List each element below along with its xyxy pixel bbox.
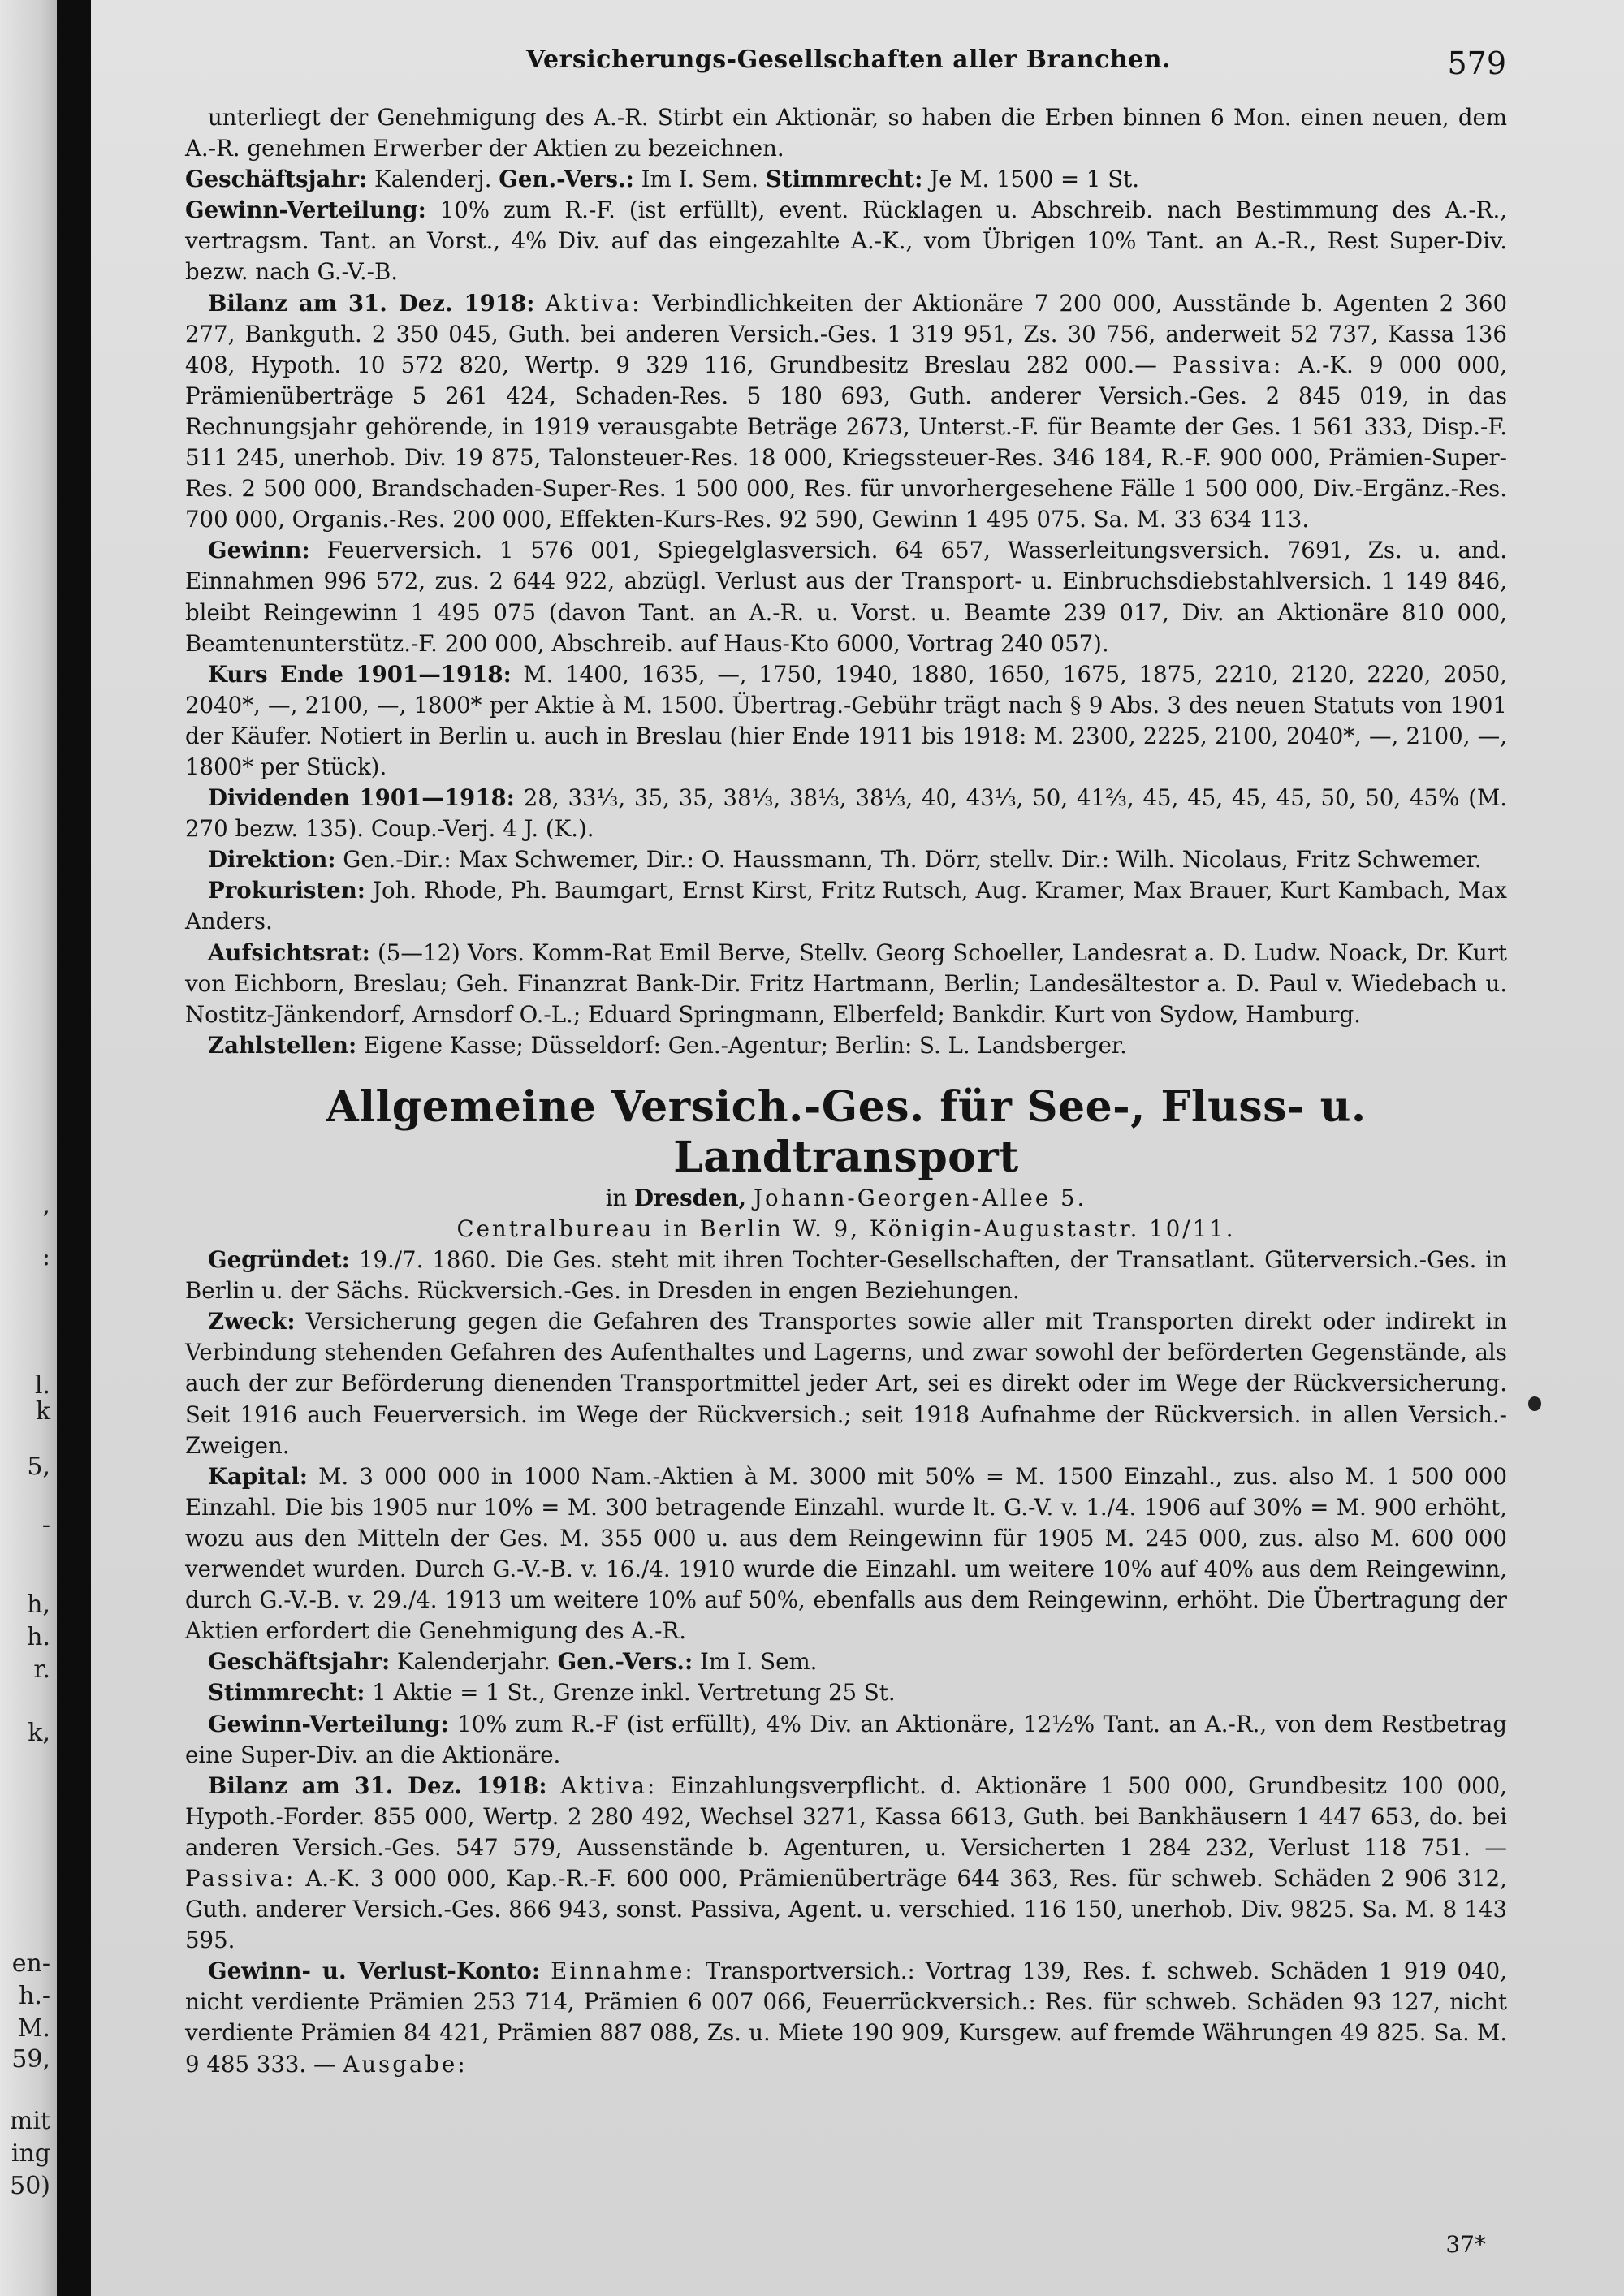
entry-label: Bilanz am 31. Dez. 1918: <box>208 289 535 317</box>
entry-gewinn-1 <box>185 535 1507 658</box>
page-number: 579 <box>1447 45 1506 81</box>
entry-label: Aufsichtsrat: <box>208 939 370 966</box>
entry-stimmrecht-2 <box>185 1677 1507 1708</box>
entry-text: Je M. 1500 = 1 St. <box>930 166 1140 193</box>
entry-aufsichtsrat-1 <box>185 938 1507 1030</box>
gutter-fragment: h, <box>27 1590 50 1619</box>
gutter-fragment: : <box>41 1243 50 1271</box>
aktiva-label: Aktiva: <box>545 289 642 317</box>
entry-text: Verbindlichkeiten der Aktionäre 7 200 000, Ausstände b. Agenten 2 360 277, Bankguth. 2 350 045, Guth. bei anderen Versich.-Ges. 1 319 951, Zs. 30 756, anderweit 52 737, Kassa 136 408, Hypoth. 10 572 820, Wertp. 9 329 116, Grundbesitz Breslau 282 000.— <box>185 289 1507 378</box>
entry-text: Kalenderjahr. <box>396 1648 551 1676</box>
entry-label: Geschäftsjahr: <box>208 1648 391 1676</box>
entry-label: Gen.-Vers.: <box>557 1648 693 1676</box>
entry-label: Gewinn-Verteilung: <box>208 1710 449 1737</box>
location-prefix: in <box>605 1184 628 1211</box>
entry-text: A.-K. 9 000 000, Prämienüberträge 5 261 424, Schaden-Res. 5 180 693, Guth. anderer Versich.-Ges. 2 845 019, in das Rechnungsjahr gehörende, in 1919 verausgabte Beträge 2673, Unterst.-F. für Beamte der Ges. 1 561 333, Disp.-F. 511 245, unerhob. Div. 19 875, Talonsteuer-Res. 18 000, Kriegssteuer-Res. 346 184, R.-F. 900 000, Prämien-Super-Res. 2 500 000, Brandschaden-Super-Res. 1 500 000, Res. für unvorhergesehene Fälle 1 500 000, Div.-Ergänz.-Res. 700 000, Organis.-Res. 200 000, Effekten-Kurs-Res. 92 590, Gewinn 1 495 075. Sa. M. 33 634 113. <box>185 351 1507 533</box>
entry-text: 10% zum R.-F. (ist erfüllt), event. Rücklagen u. Abschreib. nach Bestimmung des A.-R., vertragsm. Tant. an Vorst., 4% Div. auf das eingezahlte A.-K., vom Übrigen 10% Tant. an A.-R., Rest Super-Div. bezw. nach G.-V.-B. <box>185 196 1507 286</box>
entry-text: 1 Aktie = 1 St., Grenze inkl. Vertretung 25 St. <box>372 1679 896 1707</box>
entry-text: Transportversich.: Vortrag 139, Res. f. schweb. Schäden 1 919 040, nicht verdiente Prämien 253 714, Prämien 6 007 066, Feuerrückversich.: Res. für schweb. Schäden 93 127, nicht verdiente Prämien 84 421, Prämien 887 088, Zs. u. Miete 190 909, Kursgew. auf fremde Währungen 49 825. Sa. M. 9 485 333. — <box>185 1957 1507 2078</box>
gutter-fragment: k <box>35 1397 50 1426</box>
entry-text: Einzahlungsverpflicht. d. Aktionäre 1 500 000, Grundbesitz 100 000, Hypoth.-Forder. 855 000, Wertp. 2 280 492, Wechsel 3271, Kassa 6613, Guth. bei Bankhäusern 1 447 653, do. bei anderen Versich.-Ges. 547 579, Aussenstände b. Agenturen, u. Versicherten 1 284 232, Verlust 118 751. — <box>185 1772 1508 1861</box>
entry-label: Gewinn-Verteilung: <box>185 196 426 224</box>
entry-text: Gen.-Dir.: Max Schwemer, Dir.: O. Haussmann, Th. Dörr, stellv. Dir.: Wilh. Nicolaus, Fritz Schwemer. <box>343 846 1482 874</box>
entry-label: Gewinn: <box>208 537 310 564</box>
passiva-label: Passiva: <box>1172 351 1284 378</box>
entry-label: Zahlstellen: <box>208 1031 357 1059</box>
running-head <box>191 36 1506 86</box>
entry-label: Gegründet: <box>208 1246 350 1274</box>
entry-gegruendet <box>185 1245 1507 1306</box>
entry-text: (5—12) Vors. Komm-Rat Emil Berve, Stellv. Georg Schoeller, Landesrat a. D. Ludw. Noack, Dr. Kurt von Eichborn, Breslau; Geh. Finanzrat Bank-Dir. Fritz Hartmann, Berlin; Landesältestor a. D. Paul v. Wiedebach u. Nostitz-Jänkendorf, Arnsdorf O.-L.; Eduard Springmann, Elberfeld; Bankdir. Kurt von Sydow, Hamburg. <box>185 939 1507 1028</box>
gutter-fragment: h.- <box>19 1982 50 2010</box>
gutter-fragment: 5, <box>27 1452 50 1481</box>
entry-label: Stimmrecht: <box>765 166 923 193</box>
entry-label: Kapital: <box>208 1462 308 1490</box>
gutter-fragment: r. <box>33 1655 50 1684</box>
entry-text: Joh. Rhode, Ph. Baumgart, Ernst Kirst, Fritz Rutsch, Aug. Kramer, Max Brauer, Kurt Kambach, Max Anders. <box>185 877 1507 935</box>
entry-text: A.-K. 3 000 000, Kap.-R.-F. 600 000, Prämienüberträge 644 363, Res. für schweb. Schäden 2 906 312, Guth. anderer Versich.-Ges. 866 943, sonst. Passiva, Agent. u. verschied. 116 150, unerhob. Div. 9825. Sa. M. 8 143 595. <box>185 1864 1507 1954</box>
entry-label: Dividenden 1901—1918: <box>208 784 515 812</box>
entry-text: Feuerversich. 1 576 001, Spiegelglasversich. 64 657, Wasserleitungsversich. 7691, Zs. u. and. Einnahmen 996 572, zus. 2 644 922, abzügl. Verlust aus der Transport- u. Einbruchsdiebstahlversich. 1 149 846, bleibt Reingewinn 1 495 075 (davon Tant. an A.-R. u. Vorst. u. Beamte 239 017, Div. an Aktionäre 810 000, Beamtenunterstütz.-F. 200 000, Abschreib. auf Haus-Kto 6000, Vortrag 240 057). <box>185 537 1507 657</box>
entry-label: Stimmrecht: <box>208 1679 365 1707</box>
entry-text: 28, 33⅓, 35, 35, 38⅓, 38⅓, 38⅓, 40, 43⅓, 50, 41⅔, 45, 45, 45, 45, 50, 50, 45% (M. 270 bezw. 135). Coup.-Verj. 4 J. (K.). <box>185 784 1507 843</box>
entry-gewinn-verteilung-2 <box>185 1709 1507 1771</box>
company-location <box>185 1183 1507 1214</box>
facing-page-gutter <box>0 0 57 2296</box>
entry-label: Zweck: <box>208 1308 296 1336</box>
signature-mark: 37* <box>1445 2231 1486 2258</box>
entry-label: Direktion: <box>208 846 336 874</box>
gutter-fragment: - <box>41 1511 50 1539</box>
entry-bilanz-2 <box>185 1771 1507 1957</box>
entry-text: Kalenderj. <box>374 166 492 193</box>
entry-label: Gewinn- u. Verlust-Konto: <box>208 1957 541 1985</box>
entry-text: 19./7. 1860. Die Ges. steht mit ihren Tochter-Gesellschaften, der Transatlant. Güterversich.-Ges. in Berlin u. der Sächs. Rückversich.-Ges. in Dresden in engen Beziehungen. <box>185 1246 1507 1305</box>
central-office: Centralbureau in Berlin W. 9, Königin-Augustastr. 10/11. <box>456 1215 1236 1242</box>
entry-zweck <box>185 1306 1507 1461</box>
entry-prokuristen-1 <box>185 875 1507 937</box>
entry-label: Bilanz am 31. Dez. 1918: <box>208 1772 547 1799</box>
entry-label: Prokuristen: <box>208 877 365 904</box>
gutter-fragment: 50) <box>10 2172 50 2200</box>
entry-dividenden-1 <box>185 783 1507 844</box>
entry-geschaeftsjahr-2 <box>185 1646 1507 1677</box>
aktiva-label: Aktiva: <box>560 1772 658 1799</box>
continued-paragraph: unterliegt der Genehmigung des A.-R. Stirbt ein Aktionär, so haben die Erben binnen 6 Mon. einen neuen, dem A.-R. genehmen Erwerber der Aktien zu bezeichnen. <box>185 104 1507 162</box>
entry-bilanz-1 <box>185 288 1507 536</box>
ausgabe-label: Ausgabe: <box>343 2050 468 2078</box>
ink-dot <box>1528 1396 1541 1411</box>
entry-kurs-1 <box>185 659 1507 783</box>
text-column <box>185 102 1507 2080</box>
entry-text: M. 3 000 000 in 1000 Nam.-Aktien à M. 3000 mit 50% = M. 1500 Einzahl., zus. also M. 1 500 000 Einzahl. Die bis 1905 nur 10% = M. 300 betragende Einzahl. wurde lt. G.-V. v. 1./4. 1906 auf 30% = M. 900 erhöht, wozu aus den Mitteln der Ges. M. 355 000 u. aus dem Reingewinn für 1905 M. 245 000, zus. also M. 600 000 verwendet wurden. Durch G.-V.-B. v. 16./4. 1910 wurde die Einzahl. um weitere 10% auf 40% aus dem Reingewinn, durch G.-V.-B. v. 29./4. 1913 um weitere 10% auf 50%, ebenfalls aus dem Reingewinn, erhöht. Die Übertragung der Aktien erfordert die Genehmigung des A.-R. <box>185 1462 1507 1645</box>
gutter-fragment: , <box>42 1191 50 1219</box>
gutter-fragment: en- <box>11 1949 50 1978</box>
gutter-fragment: l. <box>34 1371 50 1400</box>
passiva-label: Passiva: <box>185 1864 296 1892</box>
entry-text: Eigene Kasse; Düsseldorf: Gen.-Agentur; Berlin: S. L. Landsberger. <box>363 1031 1127 1059</box>
company-address: Johann-Georgen-Allee 5. <box>753 1184 1087 1211</box>
gutter-fragment: 59, <box>11 2045 50 2074</box>
company-title: Allgemeine Versich.-Ges. für See-, Fluss- u. Landtransport <box>326 1081 1367 1182</box>
entry-gewinn-verteilung-1 <box>185 195 1507 287</box>
entry-direktion-1 <box>185 844 1507 875</box>
gutter-fragment: k, <box>28 1719 50 1747</box>
binding-shadow <box>57 0 91 2296</box>
entry-text: 10% zum R.-F (ist erfüllt), 4% Div. an Aktionäre, 12½% Tant. an A.-R., von dem Restbetrag eine Super-Div. an die Aktionäre. <box>185 1710 1507 1768</box>
entry-text: M. 1400, 1635, —, 1750, 1940, 1880, 1650, 1675, 1875, 2210, 2120, 2220, 2050, 2040*, —, 2100, —, 1800* per Aktie à M. 1500. Übertrag.-Gebühr trägt nach § 9 Abs. 3 des neuen Statuts von 1901 der Käufer. Notiert in Berlin u. auch in Breslau (hier Ende 1911 bis 1918: M. 2300, 2225, 2100, 2040*, —, 2100, —, 1800* per Stück). <box>185 660 1508 780</box>
entry-zahlstellen-1 <box>185 1030 1507 1061</box>
company-city: Dresden, <box>634 1184 747 1211</box>
entry-label: Geschäftsjahr: <box>185 166 368 193</box>
entry-text: Versicherung gegen die Gefahren des Transportes sowie aller mit Transporten direkt oder indirekt in Verbindung stehenden Gefahren des Aufenthaltes und Lagerns, und zwar sowohl der beförderten Gegenstände, als auch der zur Beförderung dienenden Transportmittel jeder Art, sei es direkt oder im Wege der Rückversicherung. Seit 1916 auch Feuerversich. im Wege der Rückversich.; seit 1918 Aufnahme der Rückversich. in allen Versich.-Zweigen. <box>185 1308 1508 1459</box>
einnahme-label: Einnahme: <box>551 1957 695 1985</box>
gutter-fragment: ing <box>11 2139 50 2168</box>
gutter-fragment: M. <box>17 2014 50 2043</box>
entry-kapital <box>185 1461 1507 1647</box>
entry-label: Gen.-Vers.: <box>499 166 634 193</box>
entry-gewinn-verlust <box>185 1956 1507 2079</box>
entry-text: Im I. Sem. <box>641 166 759 193</box>
entry-text: Im I. Sem. <box>699 1648 818 1676</box>
entry-label: Kurs Ende 1901—1918: <box>208 660 512 688</box>
entry-geschaeftsjahr-1 <box>185 164 1507 195</box>
gutter-fragment: mit <box>9 2107 50 2135</box>
running-title: Versicherungs-Gesellschaften aller Branchen. <box>525 45 1171 74</box>
gutter-fragment: h. <box>27 1623 50 1651</box>
